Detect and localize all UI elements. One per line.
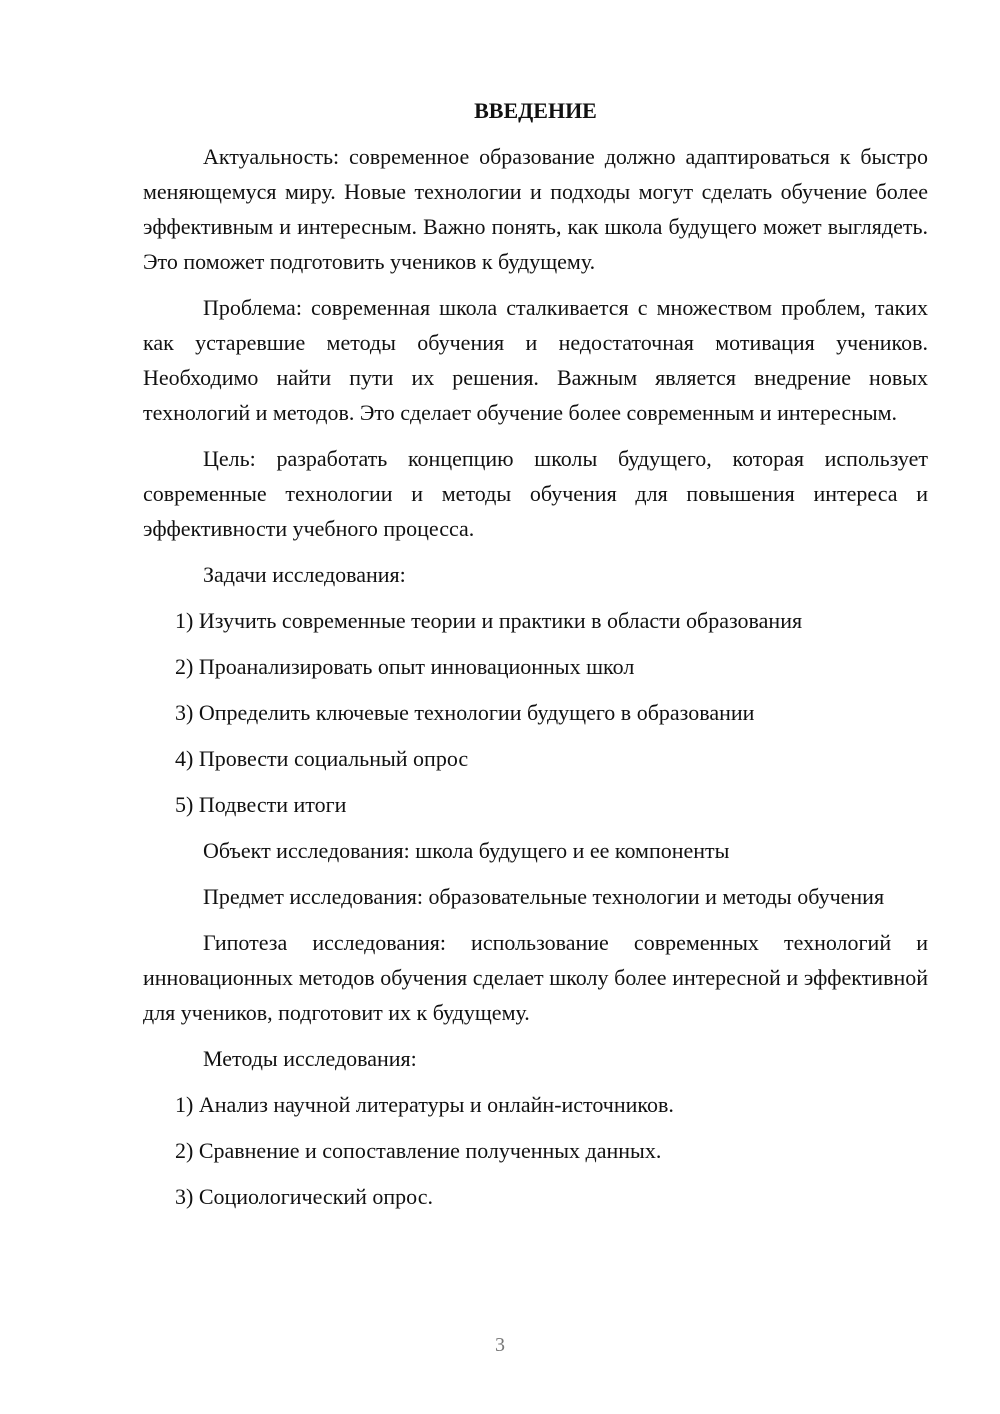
problem-paragraph: Проблема: современная школа сталкивается с множеством проблем, таких как устаревшие методы обучения и недостаточная мотивация учеников. Необходимо найти пути их решения. Важным является внедрение новых технологий и методов. Это сделает обучение более современным и интересным. [143,295,928,425]
methods-title: Методы исследования: [203,1046,417,1071]
methods-list [143,1087,928,1214]
page-number: 3 [495,1334,505,1356]
list-item: 2) Проанализировать опыт инновационных школ [175,654,635,679]
object-line: Объект исследования: школа будущего и ее компоненты [203,838,730,863]
list-item: 1) Изучить современные теории и практики в области образования [175,608,803,633]
relevance-paragraph: Актуальность: современное образование должно адаптироваться к быстро меняющемуся миру. Новые технологии и подходы могут сделать обучение более эффективным и интересным. Важно понять, как школа будущего может выглядеть. Это поможет подготовить учеников к будущему. [143,144,928,274]
list-item: 3) Социологический опрос. [175,1184,433,1209]
page-title: ВВЕДЕНИЕ [474,98,597,123]
subject-paragraph: Предмет исследования: образовательные технологии и методы обучения [203,884,885,909]
list-item: 3) Определить ключевые технологии будущего в образовании [175,700,755,725]
list-item: 1) Анализ научной литературы и онлайн-источников. [175,1092,674,1117]
goal-paragraph: Цель: разработать концепцию школы будущего, которая использует современные технологии и методы обучения для повышения интереса и эффективности учебного процесса. [143,446,928,541]
list-item: 5) Подвести итоги [175,792,347,817]
tasks-list [143,603,928,822]
list-item: 4) Провести социальный опрос [175,746,469,771]
tasks-title: Задачи исследования: [203,562,406,587]
page-content [143,96,928,1225]
hypothesis-paragraph: Гипотеза исследования: использование современных технологий и инновационных методов обучения сделает школу более интересной и эффективной для учеников, подготовит их к будущему. [143,930,928,1025]
list-item: 2) Сравнение и сопоставление полученных данных. [175,1138,662,1163]
